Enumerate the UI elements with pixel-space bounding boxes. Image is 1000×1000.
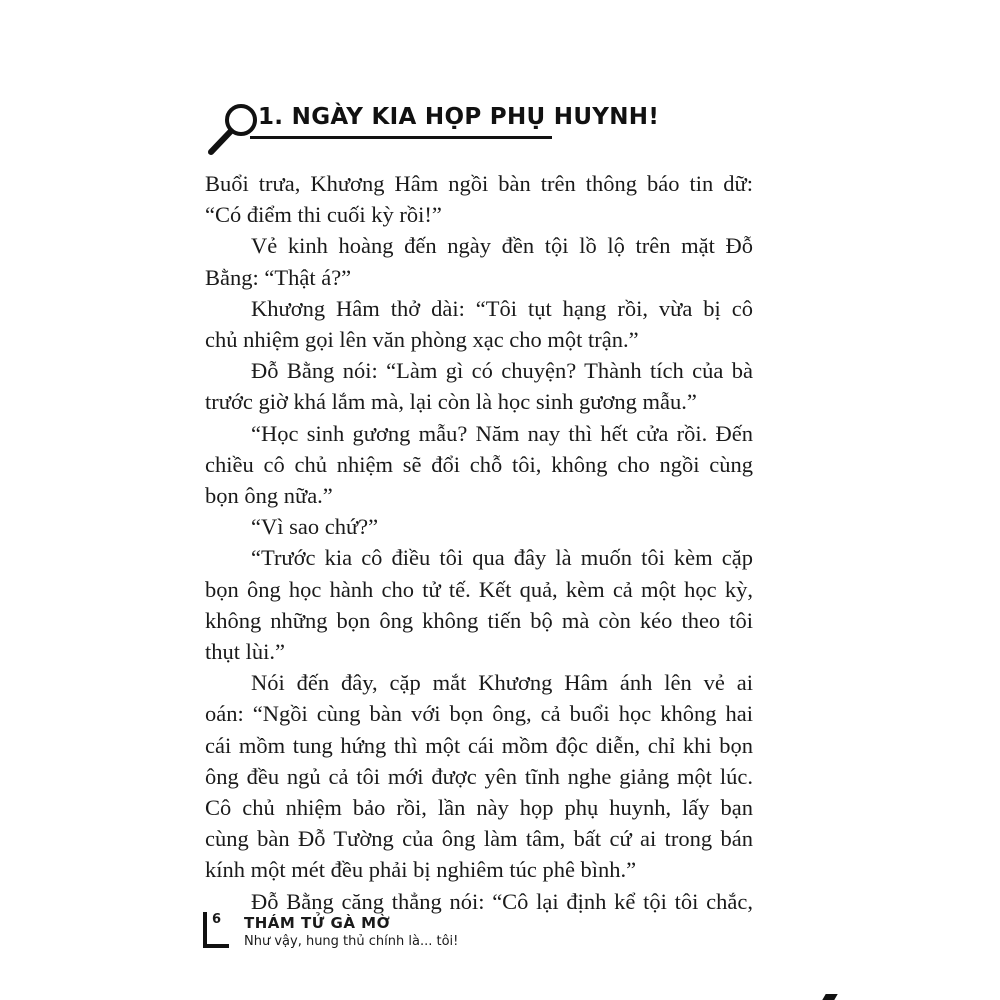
text-line: bọn ông nữa.” (205, 483, 333, 509)
footer-bracket (203, 912, 207, 948)
text-line: trước giờ khá lắm mà, lại còn là học sinh gương mẫu.” (205, 389, 697, 415)
text-line: Nói đến đây, cặp mắt Khương Hâm ánh lên vẻ ai (251, 670, 753, 696)
text-line: Khương Hâm thở dài: “Tôi tụt hạng rồi, vừa bị cô (251, 295, 753, 321)
text-line: chiều cô chủ nhiệm sẽ đổi chỗ tôi, không cho ngồi cùng (205, 451, 753, 477)
text-line: Cô chủ nhiệm bảo rồi, lần này họp phụ huynh, lấy bạn (205, 795, 753, 821)
text-line: Vẻ kinh hoàng đến ngày đền tội lồ lộ trên mặt Đỗ (251, 233, 753, 259)
page-number: 6 (212, 912, 222, 927)
text-line: oán: “Ngồi cùng bàn với bọn ông, cả buổi học không hai (205, 701, 753, 727)
body-text (205, 168, 753, 917)
text-line: “Vì sao chứ?” (251, 514, 379, 540)
text-line: thụt lùi.” (205, 639, 285, 665)
chapter-underline (250, 136, 552, 139)
text-line: Đỗ Bằng căng thẳng nói: “Cô lại định kể tội tôi chắc, (251, 888, 753, 914)
text-line: cái mồm tung hứng thì một cái mồm độc diễn, chỉ khi bọn (205, 732, 753, 758)
text-line: “Có điểm thi cuối kỳ rồi!” (205, 202, 442, 228)
book-subtitle: Như vậy, hung thủ chính là... tôi! (244, 934, 459, 949)
text-line: cùng bàn Đỗ Tường của ông làm tâm, bất cứ ai trong bán (205, 826, 753, 852)
chapter-title: 1. NGÀY KIA HỌP PHỤ HUYNH! (258, 104, 660, 130)
text-line: kính một mét đều phải bị nghiêm túc phê bình.” (205, 857, 637, 883)
text-line: Bằng: “Thật á?” (205, 264, 352, 290)
text-line: “Học sinh gương mẫu? Năm nay thì hết cửa rồi. Đến (251, 420, 753, 446)
text-line: Đỗ Bằng nói: “Làm gì có chuyện? Thành tích của bà (251, 358, 753, 384)
text-line: không những bọn ông không tiến bộ mà còn kéo theo tôi (205, 607, 753, 633)
text-line: bọn ông học hành cho tử tế. Kết quả, kèm cả một học kỳ, (205, 576, 753, 602)
book-title: THÁM TỬ GÀ MỜ (244, 914, 391, 932)
footer-bracket-base (203, 944, 229, 948)
text-line: ông đều ngủ cả tôi mới được yên tĩnh nghe giảng một lúc. (205, 763, 753, 789)
text-line: Buổi trưa, Khương Hâm ngồi bàn trên thông báo tin dữ: (205, 171, 753, 196)
text-line: “Trước kia cô điều tôi qua đây là muốn tôi kèm cặp (251, 545, 753, 571)
magnifying-glass-icon (205, 100, 265, 160)
corner-mark (822, 994, 837, 1000)
text-line: chủ nhiệm gọi lên văn phòng xạc cho một trận.” (205, 327, 639, 353)
